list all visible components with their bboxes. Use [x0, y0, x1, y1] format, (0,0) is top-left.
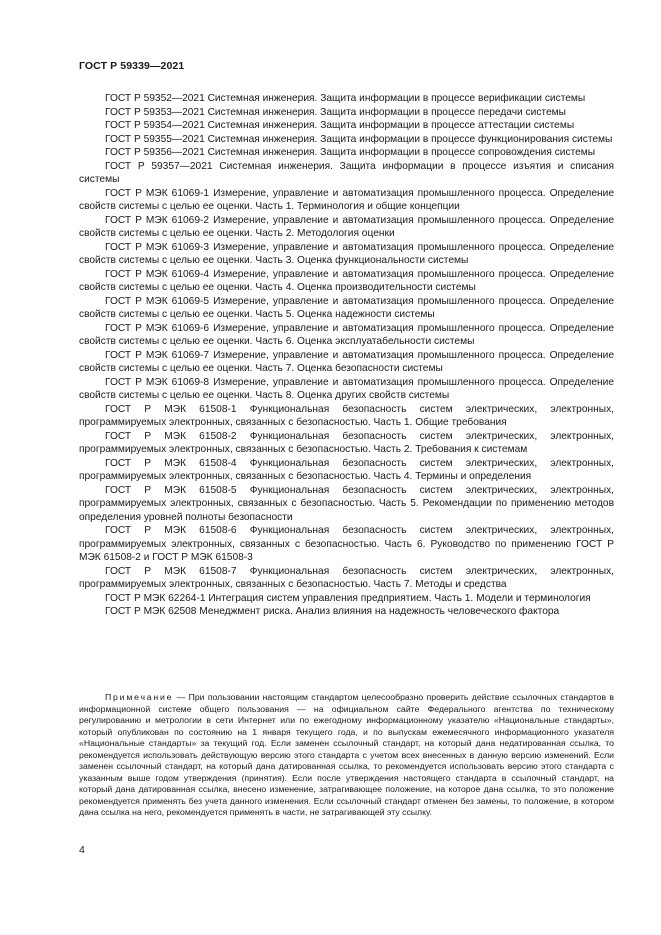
reference-entry: ГОСТ Р МЭК 61508-1 Функциональная безопасность систем электрических, электронных, программируемых электронных, связанных с безопасностью. Часть 1. Общие требования	[79, 403, 614, 428]
reference-entry: ГОСТ Р 59357—2021 Системная инженерия. Защита информации в процессе изъятия и списания системы	[79, 160, 614, 185]
reference-entry: ГОСТ Р МЭК 61508-5 Функциональная безопасность систем электрических, электронных, программируемых электронных, связанных с безопасностью. Часть 5. Рекомендации по применению методов определения уровней полноты безопасности	[79, 484, 614, 523]
reference-entry: ГОСТ Р МЭК 61069-8 Измерение, управление и автоматизация промышленного процесса. Определение свойств системы с целью ее оценки. Часть 8. Оценка других свойств системы	[79, 376, 614, 401]
reference-entry: ГОСТ Р МЭК 61508-4 Функциональная безопасность систем электрических, электронных, программируемых электронных, связанных с безопасностью. Часть 4. Термины и определения	[79, 457, 614, 482]
reference-entry: ГОСТ Р МЭК 61069-7 Измерение, управление и автоматизация промышленного процесса. Определение свойств системы с целью ее оценки. Часть 7. Оценка безопасности системы	[79, 349, 614, 374]
reference-entry: ГОСТ Р МЭК 61069-2 Измерение, управление и автоматизация промышленного процесса. Определение свойств системы с целью ее оценки. Часть 2. Методология оценки	[79, 214, 614, 239]
normative-references-list	[79, 92, 614, 619]
reference-entry: ГОСТ Р 59356—2021 Системная инженерия. Защита информации в процессе сопровождения системы	[105, 147, 596, 158]
reference-entry: ГОСТ Р МЭК 61069-6 Измерение, управление и автоматизация промышленного процесса. Определение свойств системы с целью ее оценки. Часть 6. Оценка эксплуатабельности системы	[79, 322, 614, 347]
reference-entry: ГОСТ Р 59355—2021 Системная инженерия. Защита информации в процессе функционирования системы	[105, 133, 613, 145]
document-header-code: ГОСТ Р 59339—2021	[79, 60, 185, 72]
reference-entry: ГОСТ Р МЭК 61069-1 Измерение, управление и автоматизация промышленного процесса. Определение свойств системы с целью ее оценки. Часть 1. Терминология и общие концепции	[79, 187, 614, 212]
reference-entry: ГОСТ Р 59352—2021 Системная инженерия. Защита информации в процессе верификации системы	[105, 93, 586, 104]
note-label: Примечание	[105, 692, 174, 702]
reference-entry: ГОСТ Р МЭК 62264-1 Интеграция систем управления предприятием. Часть 1. Модели и терминология	[105, 592, 591, 604]
reference-entry: ГОСТ Р МЭК 61069-5 Измерение, управление и автоматизация промышленного процесса. Определение свойств системы с целью ее оценки. Часть 5. Оценка надежности системы	[79, 295, 614, 320]
reference-entry: ГОСТ Р МЭК 61508-2 Функциональная безопасность систем электрических, электронных, программируемых электронных, связанных с безопасностью. Часть 2. Требования к системам	[79, 430, 614, 455]
reference-entry: ГОСТ Р МЭК 61508-6 Функциональная безопасность систем электрических, электронных, программируемых электронных, связанных с безопасностью. Часть 6. Руководство по применению ГОСТ Р МЭК 61508-2 и ГОСТ Р МЭК 61508-3	[79, 525, 614, 563]
note-text: — При пользовании настоящим стандартом целесообразно проверить действие ссылочных стандартов в информационной системе общего пользования — на официальном сайте Федерального агентства по техническому регулированию и метрологии в сети Интернет или по ежегодному информационному указателю «Национальные стандарты», который опубликован по состоянию на 1 января текущего года, и по выпускам ежемесячного информационного указателя «Национальные стандарты» за текущий год. Если заменен ссылочный стандарт, на который дана недатированная ссылка, то рекомендуется использовать действующую версию этого стандарта с учетом всех внесенных в данную версию изменений. Если заменен ссылочный стандарт, на который дана датированная ссылка, то рекомендуется использовать версию этого стандарта с указанным выше годом утверждения (принятия). Если после утверждения настоящего стандарта в ссылочный стандарт, на который дана датированная ссылка, внесено изменение, затрагивающее положение, на которое дана ссылка, то это положение рекомендуется применять без учета данного изменения. Если ссылочный стандарт отменен без замены, то положение, в котором дана ссылка на него, рекомендуется применять в части, не затрагивающей эту ссылку.	[79, 692, 615, 818]
reference-entry: ГОСТ Р МЭК 61069-3 Измерение, управление и автоматизация промышленного процесса. Определение свойств системы с целью ее оценки. Часть 3. Оценка функциональности системы	[79, 241, 614, 266]
note-paragraph	[79, 692, 614, 819]
reference-entry: ГОСТ Р 59353—2021 Системная инженерия. Защита информации в процессе передачи системы	[105, 106, 566, 118]
reference-entry: ГОСТ Р МЭК 62508 Менеджмент риска. Анализ влияния на надежность человеческого фактора	[105, 606, 560, 617]
reference-entry: ГОСТ Р МЭК 61069-4 Измерение, управление и автоматизация промышленного процесса. Определение свойств системы с целью ее оценки. Часть 4. Оценка производительности системы	[79, 268, 614, 293]
reference-entry: ГОСТ Р 59354—2021 Системная инженерия. Защита информации в процессе аттестации системы	[105, 120, 575, 131]
reference-entry: ГОСТ Р МЭК 61508-7 Функциональная безопасность систем электрических, электронных, программируемых электронных, связанных с безопасностью. Часть 7. Методы и средства	[79, 565, 614, 590]
page-number: 4	[79, 844, 85, 856]
